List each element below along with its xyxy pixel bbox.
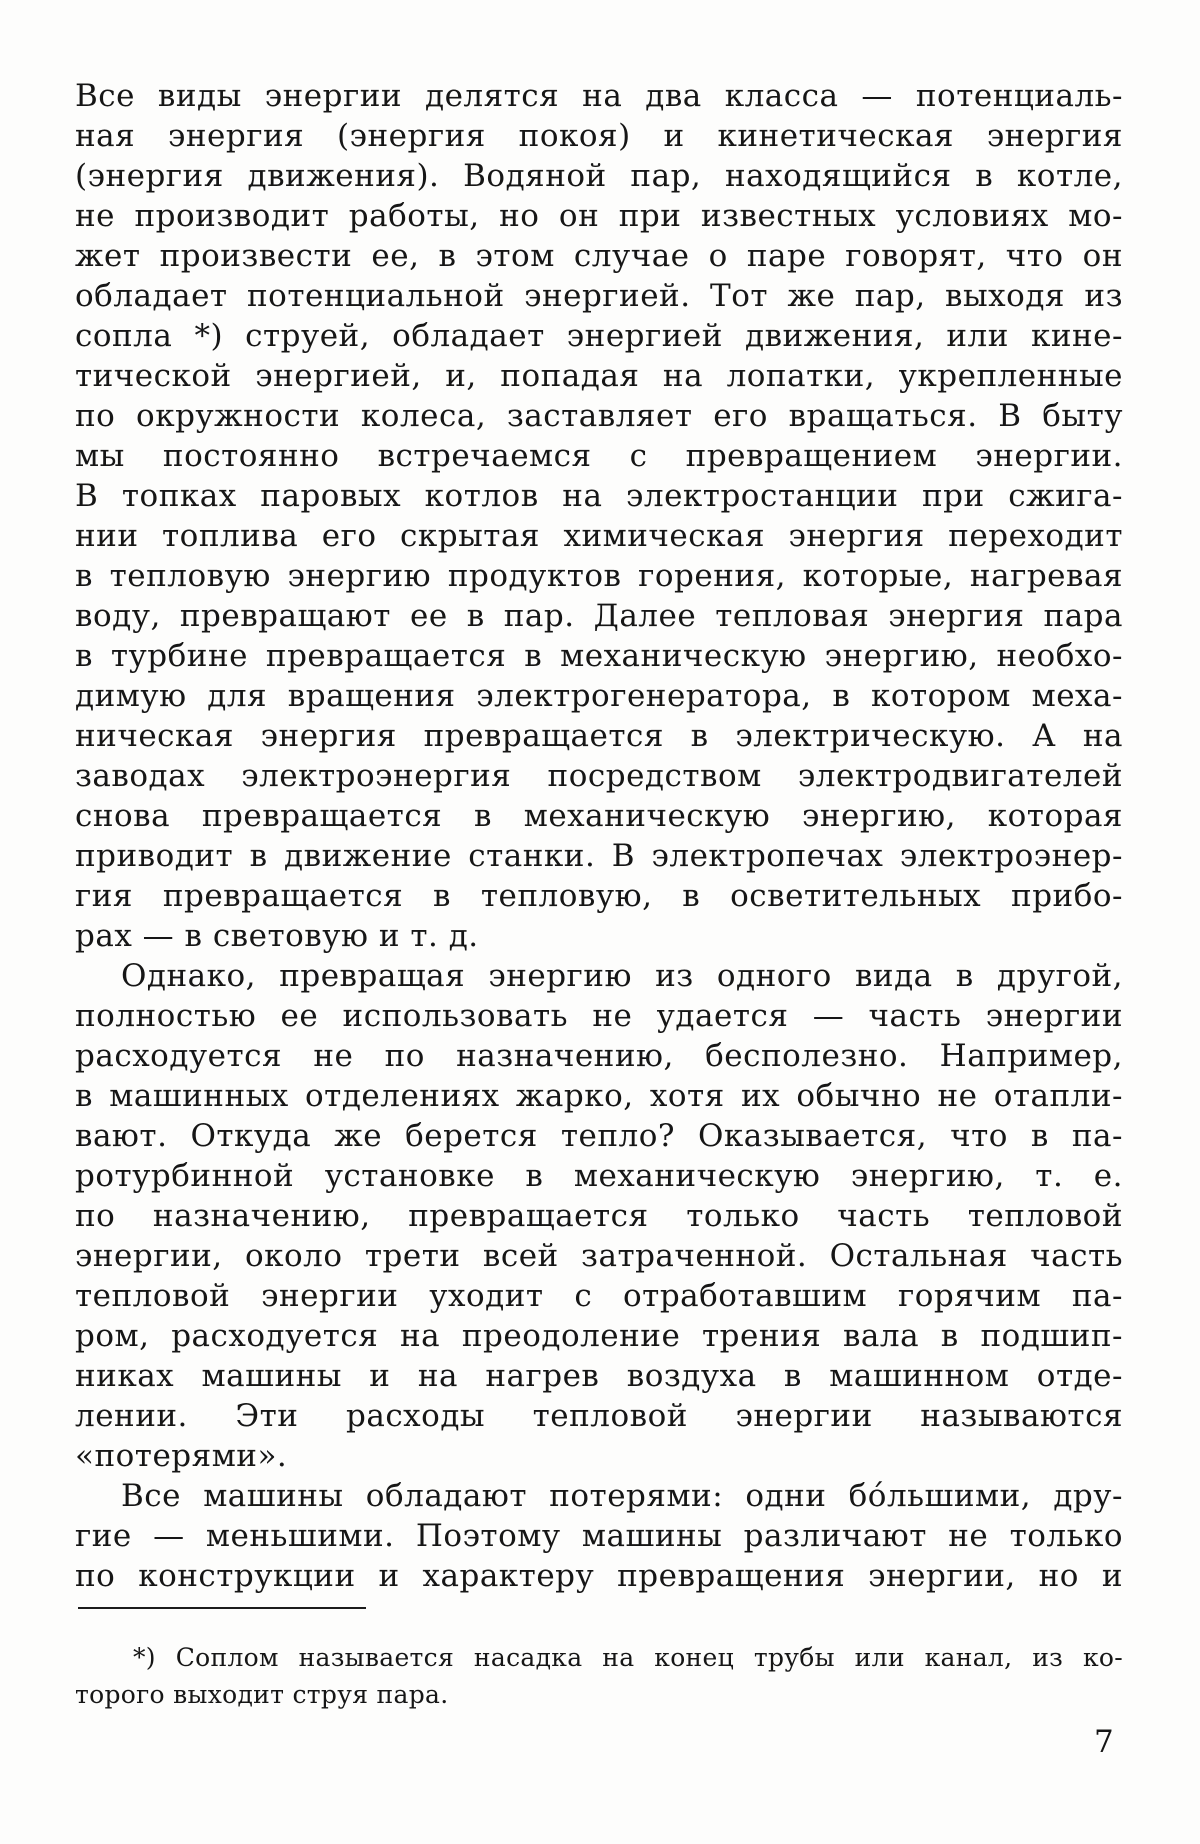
text-line: нии топлива его скрытая химическая энергия переходит xyxy=(75,518,1123,554)
text-line: гие — меньшими. Поэтому машины различают не только xyxy=(75,1518,1123,1554)
text-line: воду, превращают ее в пар. Далее тепловая энергия пара xyxy=(75,598,1123,634)
text-line: жет произвести ее, в этом случае о паре говорят, что он xyxy=(75,238,1123,274)
text-line: в машинных отделениях жарко, хотя их обычно не отапли- xyxy=(75,1078,1123,1114)
text-line paragraph-start: Однако, превращая энергию из одного вида в другой, xyxy=(121,958,1123,994)
text-line paragraph-end: рах — в световую и т. д. xyxy=(75,918,479,954)
footnote-divider xyxy=(78,1607,366,1609)
text-line: тепловой энергии уходит с отработавшим горячим па- xyxy=(75,1278,1123,1314)
text-line paragraph-end: «потерями». xyxy=(75,1438,288,1474)
text-line: димую для вращения электрогенератора, в котором меха- xyxy=(75,678,1123,714)
body-text xyxy=(75,76,1123,1596)
text-line: расходуется не по назначению, бесполезно. Например, xyxy=(75,1038,1123,1074)
text-line: вают. Откуда же берется тепло? Оказывается, что в па- xyxy=(75,1118,1123,1154)
text-line: в турбине превращается в механическую энергию, необхо- xyxy=(75,638,1123,674)
text-line: лении. Эти расходы тепловой энергии называются xyxy=(75,1398,1123,1434)
text-line: снова превращается в механическую энергию, которая xyxy=(75,798,1123,834)
text-line: тической энергией, и, попадая на лопатки, укрепленные xyxy=(75,358,1123,394)
text-line: в тепловую энергию продуктов горения, которые, нагревая xyxy=(75,558,1123,594)
footnote xyxy=(75,1639,1123,1713)
text-line: ная энергия (энергия покоя) и кинетическая энергия xyxy=(75,118,1123,154)
text-line: по окружности колеса, заставляет его вращаться. В быту xyxy=(75,398,1123,434)
text-line: по назначению, превращается только часть тепловой xyxy=(75,1198,1123,1234)
text-line: (энергия движения). Водяной пар, находящийся в котле, xyxy=(75,158,1123,194)
text-line paragraph-start: Все машины обладают потерями: одни бо́льшими, дру- xyxy=(121,1478,1123,1514)
text-line: полностью ее использовать не удается — часть энергии xyxy=(75,998,1123,1034)
text-line: мы постоянно встречаемся с превращением энергии. xyxy=(75,438,1123,474)
text-line: заводах электроэнергия посредством электродвигателей xyxy=(75,758,1123,794)
text-line: Все виды энергии делятся на два класса — потенциаль- xyxy=(75,78,1123,114)
text-line: приводит в движение станки. В электропечах электроэнер- xyxy=(75,838,1123,874)
text-line: В топках паровых котлов на электростанции при сжига- xyxy=(75,478,1123,514)
text-line: ром, расходуется на преодоление трения вала в подшип- xyxy=(75,1318,1123,1354)
text-line: никах машины и на нагрев воздуха в машинном отде- xyxy=(75,1358,1123,1394)
text-line: гия превращается в тепловую, в осветительных прибо- xyxy=(75,878,1123,914)
page-number: 7 xyxy=(1094,1724,1114,1760)
footnote-line: торого выходит струя пара. xyxy=(75,1680,449,1709)
text-line: ротурбинной установке в механическую энергию, т. е. xyxy=(75,1158,1123,1194)
footnote-line: *) Соплом называется насадка на конец трубы или канал, из ко- xyxy=(133,1643,1123,1672)
text-line: сопла *) струей, обладает энергией движения, или кине- xyxy=(75,318,1123,354)
text-line: не производит работы, но он при известных условиях мо- xyxy=(75,198,1123,234)
text-line: по конструкции и характеру превращения энергии, но и xyxy=(75,1558,1123,1594)
text-line: обладает потенциальной энергией. Тот же пар, выходя из xyxy=(75,278,1123,314)
text-line: энергии, около трети всей затраченной. Остальная часть xyxy=(75,1238,1123,1274)
text-line: ническая энергия превращается в электрическую. А на xyxy=(75,718,1123,754)
